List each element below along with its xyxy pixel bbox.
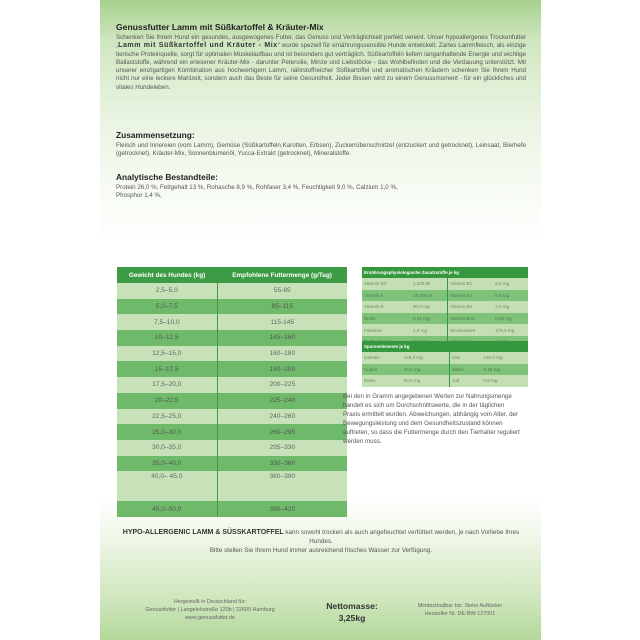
- analysis-section: [116, 172, 526, 201]
- nutrient-name: Nicotinsäure: [447, 324, 493, 336]
- nutrient-value: 80,0 mg: [402, 375, 450, 387]
- amount-cell: 115-145: [217, 314, 347, 330]
- table-row: [362, 352, 528, 364]
- weight-cell: 25,0–30,0: [117, 424, 217, 440]
- table-row: [117, 346, 347, 362]
- expiry-info: [400, 602, 520, 618]
- made-in-label: Hergestellt in Deutschland für:: [173, 599, 247, 605]
- analysis-heading: Analytische Bestandteile:: [116, 172, 218, 182]
- table-row: [117, 330, 347, 346]
- nutrient-name: Kupfer: [362, 364, 402, 376]
- trace-heading: Spurenelemente je kg: [362, 341, 528, 352]
- table-row: [117, 314, 347, 330]
- amount-cell: 360–390: [217, 471, 347, 501]
- nutrient-value: 0,06 mg: [493, 313, 528, 325]
- website-link[interactable]: www.genussfutter.de: [185, 615, 235, 621]
- amount-cell: 180–200: [217, 361, 347, 377]
- amount-cell: 390–420: [217, 501, 347, 517]
- nutrient-name: Vitamin B6: [447, 301, 493, 313]
- net-weight-label: Nettomasse:: [326, 601, 378, 611]
- table-row: [117, 409, 347, 425]
- weight-cell: 30,0–35,0: [117, 440, 217, 456]
- nutrient-name: Selen: [449, 364, 481, 376]
- nutrient-value: 4,0 mg: [493, 301, 528, 313]
- usage-water-note: Bitte stellen Sie Ihrem Hund immer ausreichend frisches Wasser zur Verfügung.: [209, 547, 433, 554]
- table-row: [117, 501, 347, 517]
- amount-cell: 330–360: [217, 456, 347, 472]
- feeding-header-amount: Empfohlene Futtermenge (g/Tag): [217, 267, 347, 283]
- composition-text: Fleisch und Innereien (vom Lamm), Gemüse (Süßkartoffeln,Karotten, Erbsen), Zuckerrübenschnitzel (entzuckert und getrocknet), Leinsaat, Bierhefe (getrocknet), Kräuter-Mix, Sonnenblumenöl, Yucca-Extrakt (getrocknet), Mineralstoffe.: [116, 142, 526, 158]
- amount-cell: 55-85: [217, 283, 347, 299]
- amount-cell: 200–225: [217, 377, 347, 393]
- amount-cell: 85–115: [217, 299, 347, 315]
- nutrient-value: 5,6 mg: [493, 290, 528, 302]
- weight-cell: 12,5–15,0: [117, 346, 217, 362]
- table-row: [362, 301, 528, 313]
- table-row: [117, 377, 347, 393]
- intro-product-name: Lamm mit Süßkartoffel und Kräuter - Mix: [118, 42, 278, 50]
- amount-cell: 160–180: [217, 346, 347, 362]
- product-label-page: [100, 0, 541, 640]
- weight-cell: 20–22,5: [117, 393, 217, 409]
- intro-text-before: Schenken Sie Ihrem Hund ein gesundes, ausgewogenes Futter, das Genuss und Verträglichkeit perfekt vereint. Unser hypoallergenes Trockenfutter „: [116, 34, 526, 50]
- amount-cell: 225–240: [217, 393, 347, 409]
- weight-cell: 22,5–25,0: [117, 409, 217, 425]
- nutrient-name: Vitamin B2: [447, 290, 493, 302]
- intro-section: [116, 22, 526, 92]
- intro-paragraph: [116, 34, 526, 92]
- usage-instructions: [116, 528, 526, 555]
- producer-number: Hersteller Nr. DE-BW-127001: [424, 611, 496, 617]
- weight-cell: 15–17,5: [117, 361, 217, 377]
- amount-cell: 240–260: [217, 409, 347, 425]
- nutrient-value: 0,15 mg: [481, 364, 528, 376]
- trace-elements-table: [362, 341, 528, 387]
- nutrient-name: Folsäure: [362, 324, 411, 336]
- nutrient-name: Biotin: [362, 313, 411, 325]
- best-before: Mindesthaltbar bis: Siehe Aufkleber: [417, 603, 503, 609]
- additives-table: [362, 267, 528, 348]
- amount-cell: 145–160: [217, 330, 347, 346]
- net-weight: [312, 600, 392, 624]
- manufacturer-address: Genussfutter | Langelohstraße 120b | 22609 Hamburg: [145, 607, 275, 613]
- weight-cell: 45,0–50,0: [117, 501, 217, 517]
- amount-cell: 295–330: [217, 440, 347, 456]
- weight-cell: 2,5–5,0: [117, 283, 217, 299]
- nutrient-value: 179,0 mg: [493, 324, 528, 336]
- weight-cell: 7,5–10,0: [117, 314, 217, 330]
- composition-section: [116, 130, 526, 159]
- table-row: [117, 440, 347, 456]
- additives-heading: Ernährungsphysiologische Zusatzstoffe je kg: [362, 267, 528, 278]
- table-row: [362, 290, 528, 302]
- net-weight-value: 3,25kg: [338, 613, 366, 623]
- nutrient-name: Vitamin E: [362, 301, 411, 313]
- nutrient-value: 15.000 IE: [411, 290, 447, 302]
- table-row: [362, 364, 528, 376]
- nutrient-value: 1.200 IE: [411, 278, 447, 290]
- nutrient-name: Vitamin A: [362, 290, 411, 302]
- product-title: Genussfutter Lamm mit Süßkartoffel & Kräuter-Mix: [116, 22, 324, 32]
- nutrient-name: Vitamin D3: [362, 278, 411, 290]
- weight-cell: 17,5–20,0: [117, 377, 217, 393]
- nutrient-value: 10,0 mg: [402, 364, 450, 376]
- amount-cell: 260–295: [217, 424, 347, 440]
- nutrient-value: 125,0 mg: [402, 352, 450, 364]
- nutrient-value: 0,22 mg: [411, 313, 447, 325]
- table-row: [117, 456, 347, 472]
- nutrient-name: Carnitin: [362, 352, 402, 364]
- table-row: [117, 393, 347, 409]
- nutrient-value: 0,9 mg: [481, 375, 528, 387]
- table-row: [362, 324, 528, 336]
- weight-cell: 40,0– 45,0: [117, 471, 217, 501]
- weight-cell: 35,0–40,0: [117, 456, 217, 472]
- feeding-note: Bei den in Gramm angegebenen Werten zur Nahrungsmenge handelt es sich um Durchschnittswerte, die in der täglichen Praxis ermittelt wurden. Abweichungen, abhängig vom Alter, der Bewegungsleistung und dem Gesundheitszustand können auftreten, so dass die Futtermenge durch den Tierhalter reguliert werden muss.: [343, 393, 520, 446]
- feeding-table: [117, 267, 347, 517]
- nutrient-value: 5,6 mg: [493, 278, 528, 290]
- nutrient-name: Zink: [449, 352, 481, 364]
- weight-cell: 5,0–7,5: [117, 299, 217, 315]
- composition-heading: Zusammensetzung:: [116, 130, 195, 140]
- manufacturer-info: [130, 598, 290, 622]
- table-row: [362, 278, 528, 290]
- weight-cell: 10–12,5: [117, 330, 217, 346]
- table-row: [117, 299, 347, 315]
- nutrient-value: 1,0 mg: [411, 324, 447, 336]
- usage-product-name: HYPO-ALLERGENIC LAMM & SÜSSKARTOFFEL: [122, 529, 284, 536]
- nutrient-name: Vitamin B1: [447, 278, 493, 290]
- table-row: [117, 283, 347, 299]
- table-row: [362, 313, 528, 325]
- intro-text-after: “ wurde speziell für ernährungssensible Hunde entwickelt. Zartes Lammfleisch, als einzige tierische Proteinquelle, sorgt für optimalen Muskelaufbau und ist besonders gut verträglich. Süßkartoffeln liefern langanhaltende Energie und wichtige Ballaststoffe, während ein erlesener Kräuter-Mix - darunter Petersilie, Minze und Liebstöcke - das Wohlbefinden und die Verdauung unterstützt. Mit unserer einzigartigen Kombination aus hochwertigem Lamm, nährstoffreicher Süßkartoffel und aromatischen Kräutern schenken Sie Ihrem Hund nicht nur eine leckere Mahlzeit, sondern auch das Beste für seine Gesundheit. Jeder Bissen wird zu einem Genussmoment - für ein glückliches und vitales Hundeleben.: [116, 42, 527, 91]
- nutrient-value: 90,0 mg: [411, 301, 447, 313]
- nutrient-name: Eisen: [362, 375, 402, 387]
- nutrient-name: Jod: [449, 375, 481, 387]
- analysis-text: Protein 26,0 %, Fettgehalt 13 %, Rohasche 8,9 %, Rohfaser 3,4 %, Feuchtigkeit 9,0 %, Calzium 1,0 %, Phosphor 1,4 %,: [116, 184, 398, 200]
- table-row: [117, 424, 347, 440]
- nutrient-name: Vitamin B12: [447, 313, 493, 325]
- feeding-header-weight: Gewicht des Hundes (kg): [117, 267, 217, 283]
- table-row: [362, 375, 528, 387]
- nutrient-value: 100,0 mg: [481, 352, 528, 364]
- usage-line-1: [116, 528, 526, 546]
- table-row: [117, 361, 347, 377]
- usage-text: kann sowohl trocken als auch angefeuchtet verfüttert werden, je nach Vorliebe Ihres Hundes.: [283, 529, 520, 545]
- table-row: [117, 471, 347, 501]
